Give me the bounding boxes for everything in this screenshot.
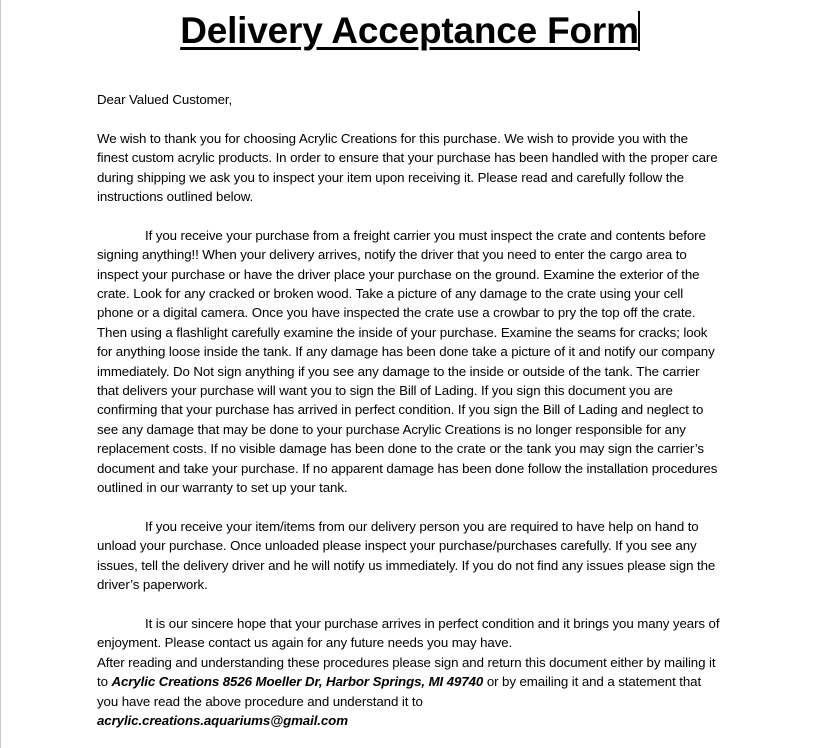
greeting-line: Dear Valued Customer, <box>97 92 233 107</box>
title-block <box>97 0 721 61</box>
contact-email[interactable]: acrylic.creations.aquariums@gmail.com <box>97 712 348 728</box>
intro-paragraph: We wish to thank you for choosing Acrylic Creations for this purchase. We wish to provide you with the finest custom acrylic products. In order to ensure that your purchase has been handled with the proper care during shipping we ask you to inspect your item upon receiving it. Please read and carefully follow the instructions outlined below. <box>97 130 718 205</box>
document-page <box>97 0 721 730</box>
document-body <box>97 90 721 730</box>
return-instructions-paragraph <box>97 653 721 711</box>
page-left-border <box>0 0 1 748</box>
return-instructions-continued: or by emailing it and a statement that you have read the above procedure and understand it to <box>97 674 702 709</box>
document-title[interactable]: Delivery Acceptance Form <box>180 10 639 51</box>
return-instructions-text: After reading and understanding these procedures please sign and return this document either by mailing it to <box>97 654 716 690</box>
delivery-person-paragraph: If you receive your item/items from our delivery person you are required to have help on hand to unload your purchase. Once unloaded please inspect your purchase/purchases carefully. If you see any issues, tell the delivery driver and he will notify us immediately. If you do not find any issues please sign the driver’s paperwork. <box>97 518 716 593</box>
mailing-address: Acrylic Creations 8526 Moeller Dr, Harbor Springs, MI 49740 <box>111 674 484 690</box>
freight-carrier-paragraph: If you receive your purchase from a freight carrier you must inspect the crate and contents before signing anything!! When your delivery arrives, notify the driver that you need to enter the cargo area to inspect your purchase or have the driver place your purchase on the ground. Examine the exterior of the crate. Look for any cracked or broken wood. Take a picture of any damage to the crate using your cell phone or a digital camera. Once you have inspected the crate use a crowbar to pry the top off the crate. Then using a flashlight carefully examine the inside of your purchase. Examine the seams for cracks; look for anything loose inside the tank. If any damage has been done take a picture of it and notify our company immediately. Do Not sign anything if you see any damage to the inside or outside of the tank. The carrier that delivers your purchase will want you to sign the Bill of Lading. If you sign this document you are confirming that your purchase has arrived in perfect condition. If you sign the Bill of Lading and neglect to see any damage that may be done to your purchase Acrylic Creations is no longer responsible for any replacement costs. If no visible damage has been done to the crate or the tank you may sign the carrier’s document and take your purchase. If no apparent damage has been done follow the installation procedures outlined in our warranty to set up your tank. <box>97 227 718 496</box>
closing-hope-paragraph: It is our sincere hope that your purchase arrives in perfect condition and it brings you many years of enjoyment. Please contact us again for any future needs you may have. <box>97 615 720 651</box>
